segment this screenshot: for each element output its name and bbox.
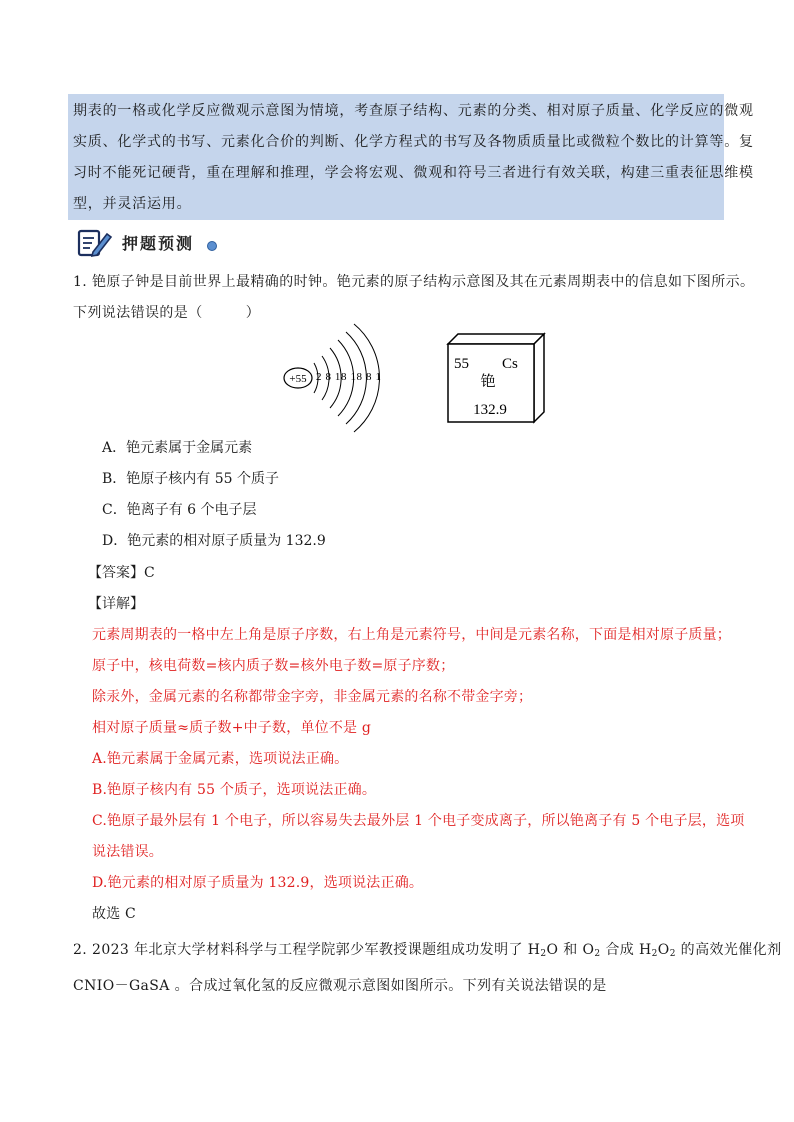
explanation-line-4: 相对原子质量≈质子数+中子数，单位不是 g (92, 720, 372, 736)
q1-conclusion: 故选 C (92, 906, 136, 922)
notepad-pencil-icon (76, 228, 116, 258)
explanation-line-1: 元素周期表的一格中左上角是原子序数，右上角是元素符号，中间是元素名称，下面是相对原子质量； (92, 627, 731, 643)
periodic-table-cell (444, 330, 548, 426)
formula-h2o2: $H_2O_2$ (639, 942, 676, 959)
formula-o2: $O_2$ (582, 942, 601, 959)
explanation-line-5: A.铯元素属于金属元素，选项说法正确。 (92, 751, 349, 767)
section-dot (207, 241, 217, 251)
atom-nucleus-label: +55 (289, 373, 307, 385)
explanation-line-3: 除汞外，金属元素的名称都带金字旁，非金属元素的名称不带金字旁； (92, 689, 533, 705)
intro-line-4: 型，并灵活运用。 (73, 196, 192, 212)
q1-option-a: A．铯元素属于金属元素 (102, 440, 253, 456)
q2-text-b: 的高效光催化剂 (675, 942, 782, 958)
q1-option-d: D．铯元素的相对原子质量为 132.9 (102, 533, 326, 549)
q1-option-c: C．铯离子有 6 个电子层 (102, 502, 257, 518)
intro-line-1: 期表的一格或化学反应微观示意图为情境，考查原子结构、元素的分类、相对原子质量、化学反应的微观 (73, 103, 754, 119)
formula-h2o: $H_2O$ (527, 942, 559, 959)
intro-line-2: 实质、化学式的书写、元素化合价的判断、化学方程式的书写及各物质质量比或微粒个数比的计算等。复 (73, 134, 754, 150)
atom-shell-electron-counts: 2 8 18 18 8 1 (316, 371, 382, 383)
explanation-line-2: 原子中，核电荷数=核内质子数=核外电子数=原子序数； (92, 658, 455, 674)
q2-stem-line-2: CNIO－GaSA 。合成过氧化氢的反应微观示意图如图所示。下列有关说法错误的是 (73, 978, 607, 994)
atomic-mass: 132.9 (473, 402, 507, 418)
element-symbol: Cs (502, 356, 518, 372)
intro-line-3: 习时不能死记硬背，重在理解和推理，学会将宏观、微观和符号三者进行有效关联，构建三重表征思维模 (73, 165, 754, 181)
q1-answer: 【答案】C (88, 565, 155, 581)
q2-stem-line-1: 2. 2023 年北京大学材料科学与工程学院郭少军教授课题组成功发明了 $H_2O$ 和 $O_2$ 合成 $H_2O_2$ 的高效光催化剂 (73, 942, 782, 959)
q1-stem-line-2: 下列说法错误的是（ ） (73, 305, 261, 321)
element-name: 铯 (480, 372, 496, 390)
q1-stem-line-1: 1. 铯原子钟是目前世界上最精确的时钟。铯元素的原子结构示意图及其在元素周期表中的信息如下图所示。 (73, 274, 755, 290)
q1-option-b: B．铯原子核内有 55 个质子 (102, 471, 280, 487)
q1-detail-label: 【详解】 (88, 596, 144, 612)
explanation-line-6: B.铯原子核内有 55 个质子，选项说法正确。 (92, 782, 377, 798)
explanation-line-7: C.铯原子最外层有 1 个电子，所以容易失去最外层 1 个电子变成离子，所以铯离子有 5 个电子层，选项 (92, 813, 745, 829)
section-title: 押题预测 (122, 234, 195, 253)
explanation-line-8: 说法错误。 (92, 844, 163, 860)
atomic-number: 55 (454, 356, 469, 372)
cesium-atom-structure-diagram (278, 318, 390, 438)
explanation-line-9: D.铯元素的相对原子质量为 132.9，选项说法正确。 (92, 875, 424, 891)
q2-text-a: 2. 2023 年北京大学材料科学与工程学院郭少军教授课题组成功发明了 (73, 942, 528, 958)
